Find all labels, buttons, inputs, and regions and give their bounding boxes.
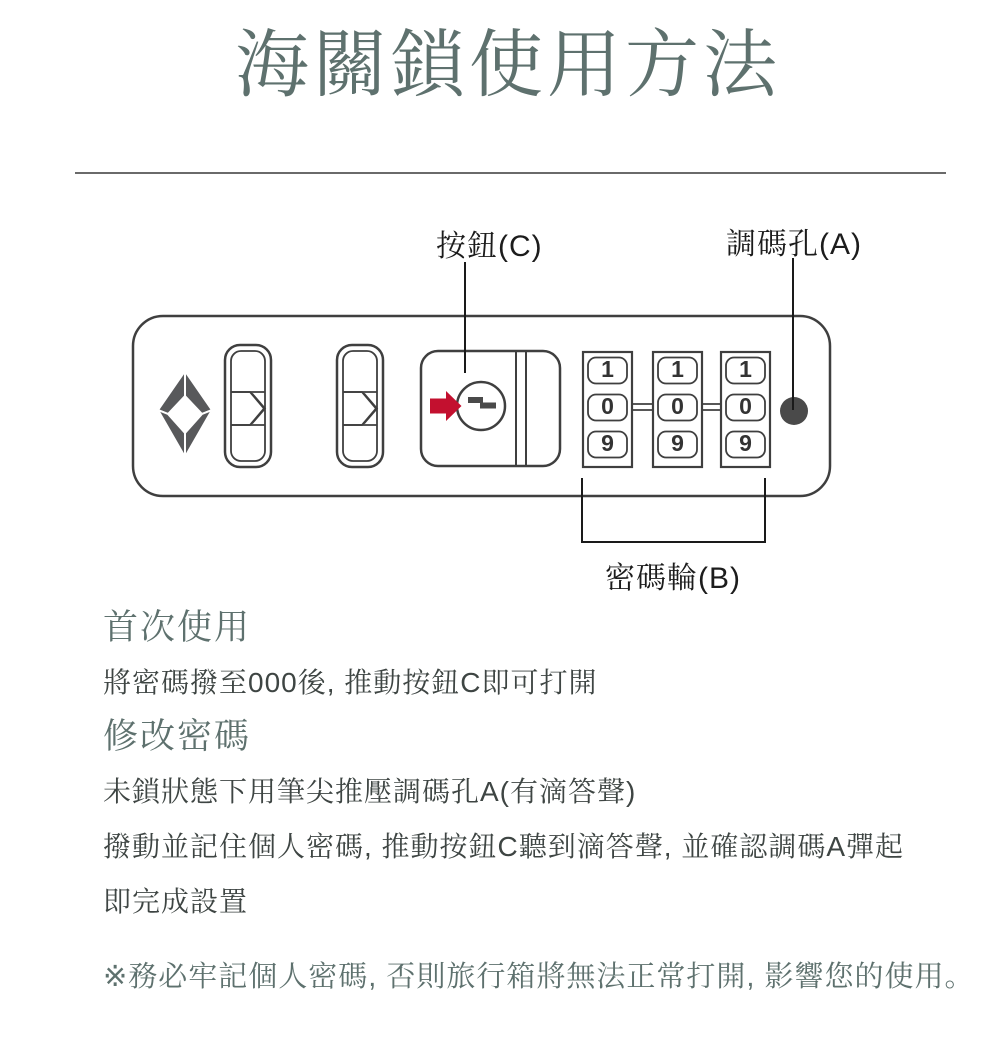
button-c-label: 按鈕(C): [436, 230, 543, 263]
button-c-block: [421, 351, 560, 466]
wheel2-digit-mid[interactable]: 0: [671, 393, 684, 419]
wheel3-digit-top[interactable]: 1: [739, 356, 752, 382]
password-wheel-1: [583, 352, 632, 467]
section-first-use-heading: 首次使用: [103, 608, 252, 647]
warning-note: ※務必牢記個人密碼, 否則旅行箱將無法正常打開, 影響您的使用。: [103, 961, 975, 993]
password-wheel-b-label: 密碼輪(B): [605, 562, 741, 595]
section-first-use-line1: 將密碼撥至000後, 推動按鈕C即可打開: [103, 667, 598, 698]
password-wheel-3: [721, 352, 770, 467]
page-title: 海關鎖使用方法: [235, 23, 781, 106]
wheel1-digit-top[interactable]: 1: [601, 356, 614, 382]
wheel3-digit-bottom[interactable]: 9: [739, 430, 752, 456]
section-change-password-heading: 修改密碼: [103, 717, 252, 756]
section-change-password-line1: 未鎖狀態下用筆尖推壓調碼孔A(有滴答聲): [103, 776, 637, 807]
code-hole-a-label: 調碼孔(A): [726, 228, 862, 261]
wheel1-digit-bottom[interactable]: 9: [601, 430, 614, 456]
zipper-slot-left: [225, 345, 271, 467]
wheel3-digit-mid[interactable]: 0: [739, 393, 752, 419]
section-change-password-line3: 即完成設置: [103, 886, 249, 917]
section-change-password-line2: 撥動並記住個人密碼, 推動按鈕C聽到滴答聲, 並確認調碼A彈起: [103, 831, 905, 862]
wheel2-digit-bottom[interactable]: 9: [671, 430, 684, 456]
wheel2-digit-top[interactable]: 1: [671, 356, 684, 382]
zipper-slot-right: [337, 345, 383, 467]
password-wheel-2: [653, 352, 702, 467]
wheel1-digit-mid[interactable]: 0: [601, 393, 614, 419]
